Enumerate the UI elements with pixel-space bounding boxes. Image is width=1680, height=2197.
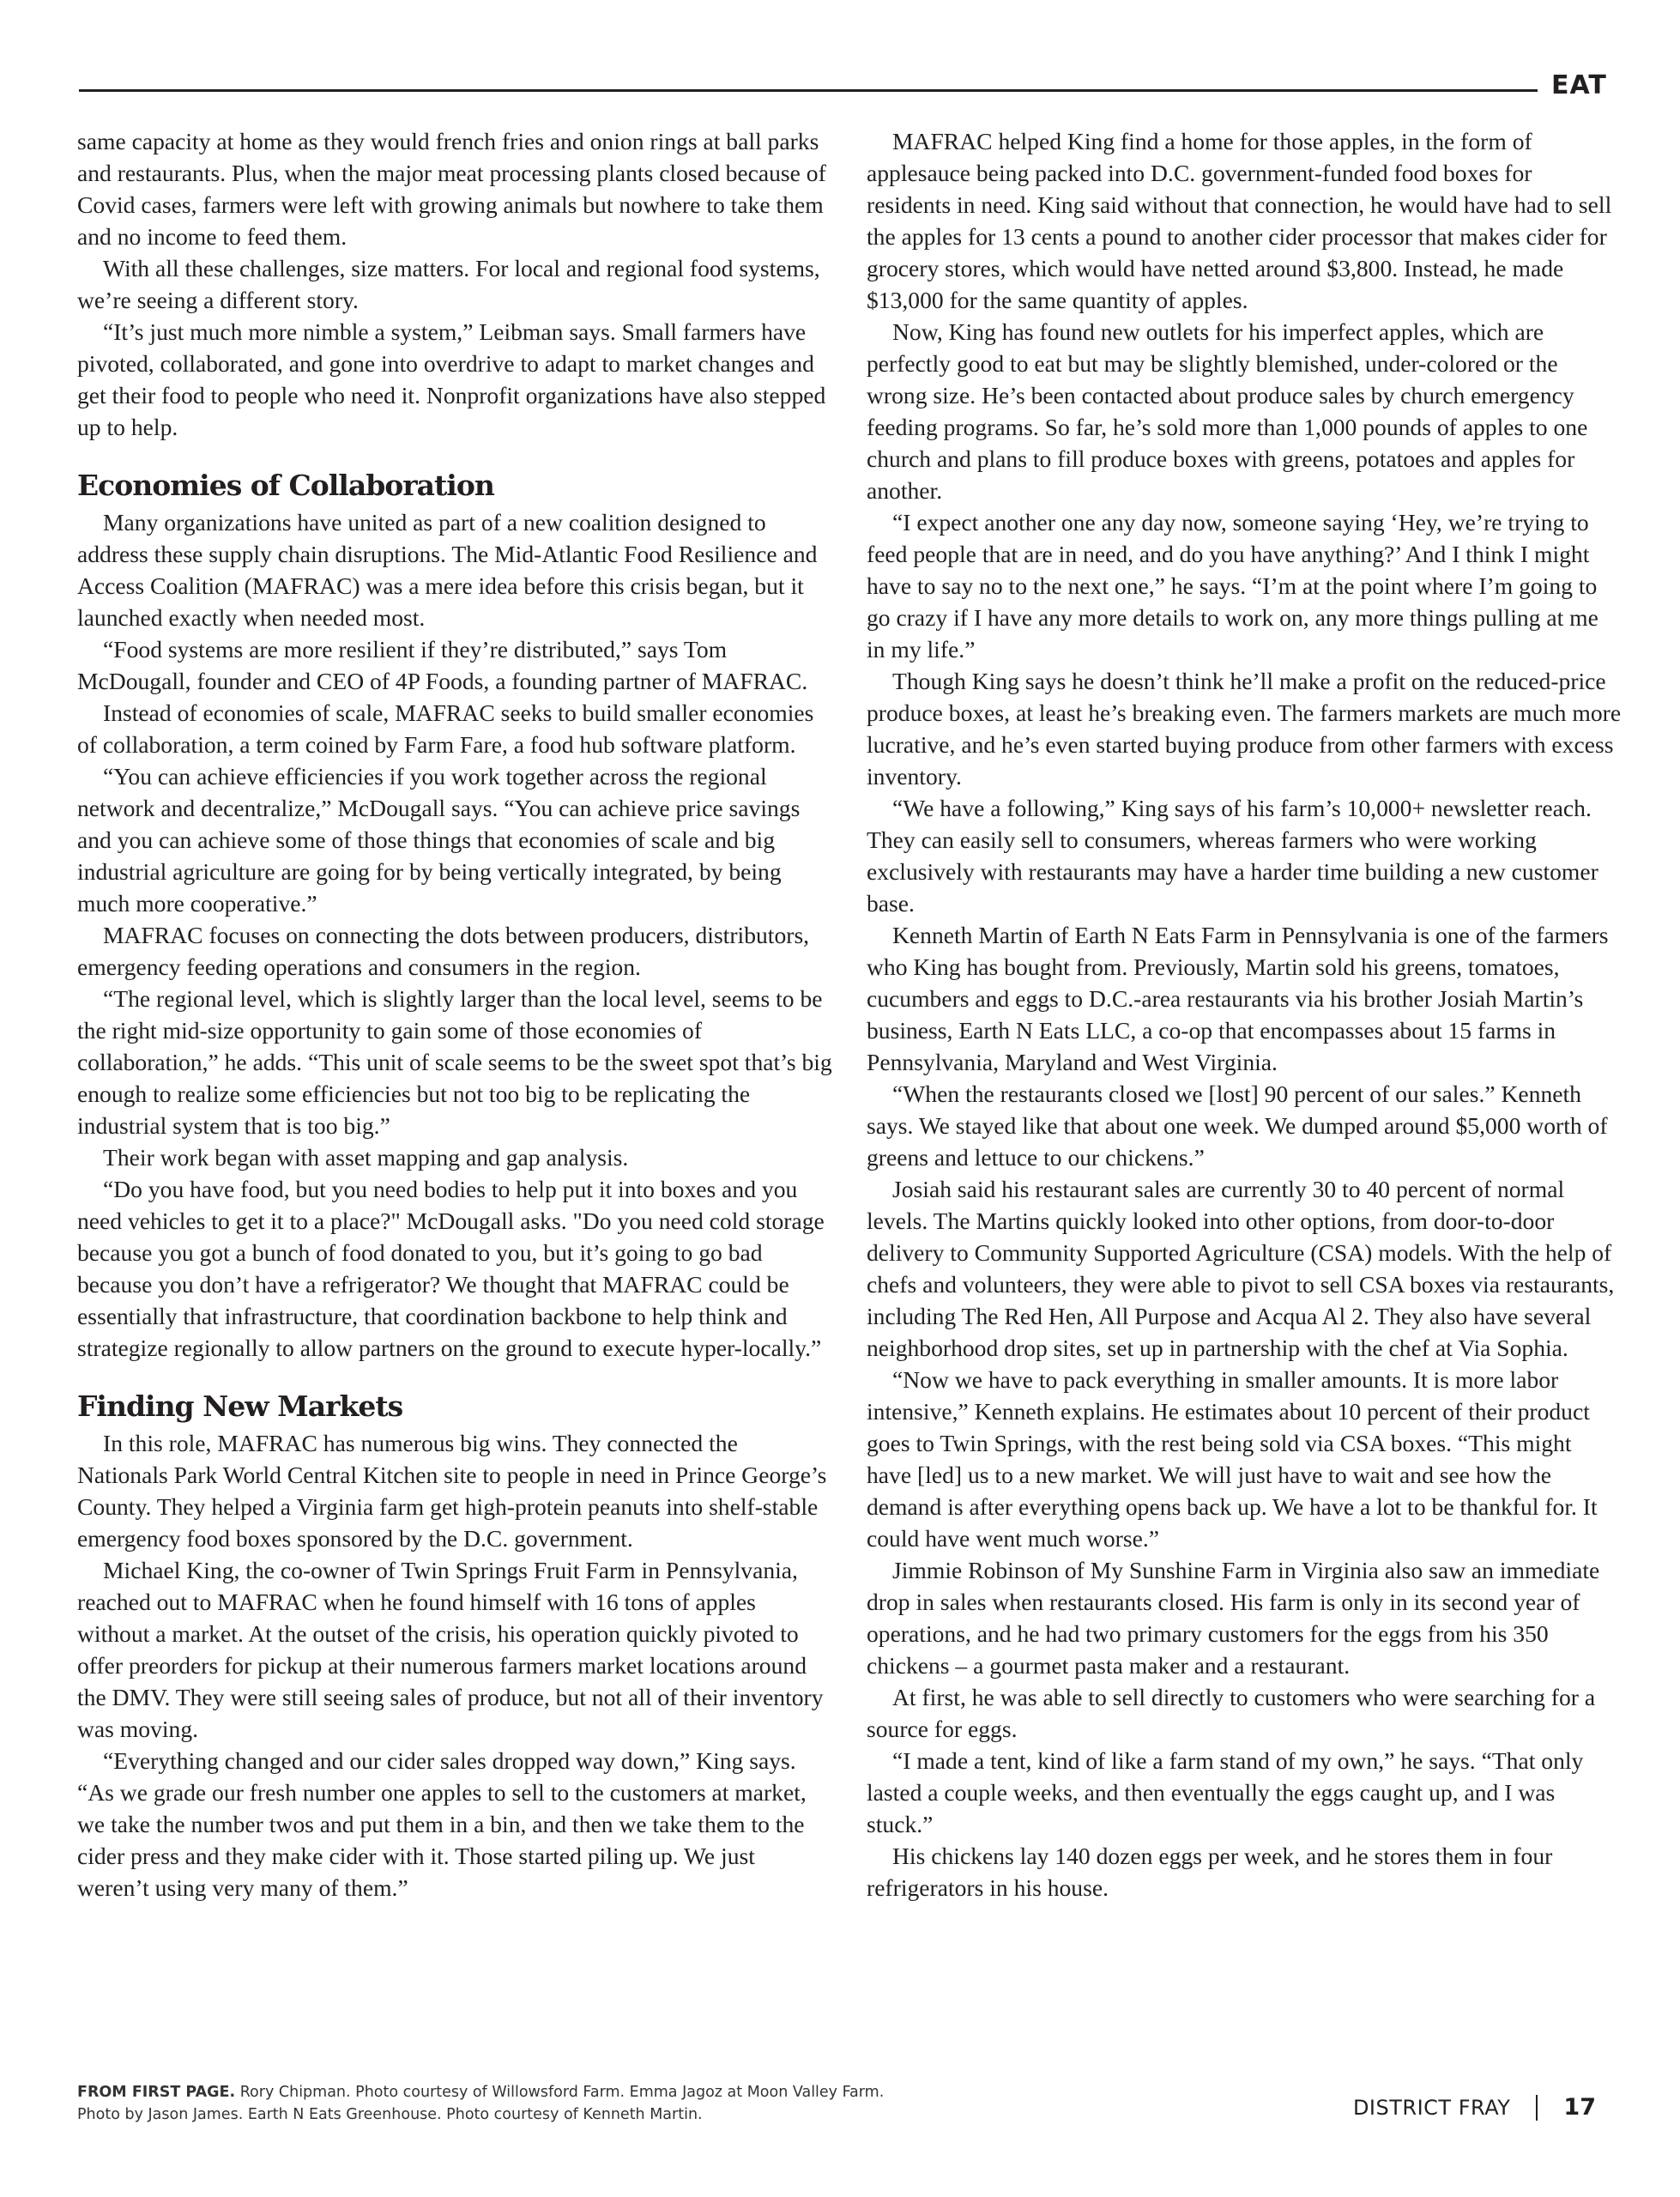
paragraph: Kenneth Martin of Earth N Eats Farm in Pennsylvania is one of the farmers who King has bought from. Previously, Martin sold his greens, tomatoes, cucumbers and eggs to D.C.-area restaurants via his brother Josiah Martin’s business, Earth N Eats LLC, a co-op that encompasses about 15 farms in Pennsylvania, Maryland and West Virginia. [867, 922, 1609, 1075]
paragraph: “The regional level, which is slightly larger than the local level, seems to be the right mid-size opportunity to gain some of those economies of collaboration,” he adds. “This unit of scale seems to be the sweet spot that’s big enough to realize some efficiencies but not too big to be replicating the industrial system that is too big.” [77, 985, 832, 1139]
paragraph: Though King says he doesn’t think he’ll make a profit on the reduced-price produce boxes, at least he’s breaking even. The farmers markets are much more lucrative, and he’s even started buying produce from other farmers with excess inventory. [867, 668, 1622, 790]
folio-separator [1536, 2095, 1538, 2121]
paragraph: His chickens lay 140 dozen eggs per week, and he stores them in four refrigerators in his house. [867, 1843, 1553, 1901]
paragraph: Instead of economies of scale, MAFRAC seeks to build smaller economies of collaboration, a term coined by Farm Fare, a food hub software platform. [77, 699, 814, 758]
paragraph: Many organizations have united as part of a new coalition designed to address these supply chain disruptions. The Mid-Atlantic Food Resilience and Access Coalition (MAFRAC) was a mere idea before this crisis began, but it launched exactly when needed most. [77, 509, 818, 631]
paragraph: At first, he was able to sell directly to customers who were searching for a source for eggs. [867, 1684, 1596, 1742]
paragraph: “It’s just much more nimble a system,” Leibman says. Small farmers have pivoted, collaborated, and gone into overdrive to adapt to market changes and get their food to people who need it. Nonprofit organizations have also stepped up to help. [77, 318, 826, 440]
paragraph: “We have a following,” King says of his farm’s 10,000+ newsletter reach. They can easily sell to consumers, whereas farmers who were working exclusively with restaurants may have a harder time building a new customer base. [867, 795, 1598, 917]
credits-lead: FROM FIRST PAGE. [77, 2084, 236, 2101]
paragraph: Josiah said his restaurant sales are currently 30 to 40 percent of normal levels. The Martins quickly looked into other options, from door-to-door delivery to Community Supported Agriculture (CSA) models. With the help of chefs and volunteers, they were able to pivot to sell CSA boxes via restaurants, including The Red Hen, All Purpose and Acqua Al 2. They also have several neighborhood drop sites, set up in partnership with the chef at Via Sophia. [867, 1176, 1615, 1361]
paragraph: Their work began with asset mapping and gap analysis. [103, 1144, 629, 1171]
paragraph: “Do you have food, but you need bodies to help put it into boxes and you need vehicles to get it to a place?" McDougall asks. "Do you need cold storage because you got a bunch of food donated to you, but it’s going to go bad because you don’t have a refrigerator? We thought that MAFRAC could be essentially that infrastructure, that coordination backbone to help think and strategize regionally to allow partners on the ground to execute hyper-locally.” [77, 1176, 825, 1361]
publication-name: DISTRICT FRAY [1352, 2095, 1511, 2120]
right-column [867, 125, 1622, 1903]
header-rule [79, 89, 1538, 92]
paragraph: “You can achieve efficiencies if you work together across the regional network and decentralize,” McDougall says. “You can achieve price savings and you can achieve some of those things that economies of scale and big industrial agriculture are going for by being vertically integrated, by being much more cooperative.” [77, 763, 801, 917]
subhead-finding-new-markets: Finding New Markets [77, 1389, 403, 1423]
paragraph: “Food systems are more resilient if they’re distributed,” says Tom McDougall, founder and CEO of 4P Foods, a founding partner of MAFRAC. [77, 636, 808, 694]
folio [1353, 2094, 1596, 2121]
credits-line-1: Rory Chipman. Photo courtesy of Willowsford Farm. Emma Jagoz at Moon Valley Farm. [235, 2084, 885, 2101]
paragraph: same capacity at home as they would french fries and onion rings at ball parks and restaurants. Plus, when the major meat processing plants closed because of Covid cases, farmers were left with growing animals but nowhere to take them and no income to feed them. [77, 128, 826, 250]
paragraph: Now, King has found new outlets for his imperfect apples, which are perfectly good to eat but may be slightly blemished, under-colored or the wrong size. He’s been contacted about produce sales by church emergency feeding programs. So far, he’s sold more than 1,000 pounds of apples to one church and plans to fill produce boxes with greens, potatoes and apples for another. [867, 318, 1588, 504]
paragraph: “I made a tent, kind of like a farm stand of my own,” he says. “That only lasted a couple weeks, and then eventually the eggs caught up, and I was stuck.” [867, 1747, 1584, 1837]
paragraph: MAFRAC focuses on connecting the dots between producers, distributors, emergency feeding operations and consumers in the region. [77, 922, 810, 980]
paragraph: Jimmie Robinson of My Sunshine Farm in Virginia also saw an immediate drop in sales when restaurants closed. His farm is only in its second year of operations, and he had two primary customers for the eggs from his 350 chickens – a gourmet pasta maker and a restaurant. [867, 1557, 1600, 1679]
subhead-economies-of-collaboration: Economies of Collaboration [77, 469, 494, 502]
paragraph: With all these challenges, size matters. For local and regional food systems, we’re seeing a different story. [77, 255, 820, 313]
left-column [77, 125, 832, 1903]
paragraph: MAFRAC helped King find a home for those apples, in the form of applesauce being packed into D.C. government-funded food boxes for residents in need. King said without that connection, he would have had to sell the apples for 13 cents a pound to another cider processor that makes cider for grocery stores, which would have netted around $3,800. Instead, he made $13,000 for the same quantity of apples. [867, 128, 1612, 313]
paragraph: “Now we have to pack everything in smaller amounts. It is more labor intensive,” Kenneth explains. He estimates about 10 percent of their product goes to Twin Springs, with the rest being sold via CSA boxes. “This might have [led] us to a new market. We will just have to wait and see how the demand is after everything opens back up. We have a lot to be thankful for. It could have went much worse.” [867, 1366, 1598, 1552]
page-number: 17 [1563, 2094, 1596, 2121]
paragraph: In this role, MAFRAC has numerous big wins. They connected the Nationals Park World Central Kitchen site to people in need in Prince George’s County. They helped a Virginia farm get high-protein peanuts into shelf-stable emergency food boxes sponsored by the D.C. government. [77, 1430, 827, 1552]
paragraph: “I expect another one any day now, someone saying ‘Hey, we’re trying to feed people that are in need, and do you have anything?’ And I think I might have to say no to the next one,” he says. “I’m at the point where I’m going to go crazy if I have any more details to work on, any more things pulling at me in my life.” [867, 509, 1598, 663]
paragraph: Michael King, the co-owner of Twin Springs Fruit Farm in Pennsylvania, reached out to MAFRAC when he found himself with 16 tons of apples without a market. At the outset of the crisis, his operation quickly pivoted to offer preorders for pickup at their numerous farmers market locations around the DMV. They were still seeing sales of produce, but not all of their inventory was moving. [77, 1557, 824, 1742]
photo-credits [77, 2081, 1107, 2126]
credits-line-2: Photo by Jason James. Earth N Eats Greenhouse. Photo courtesy of Kenneth Martin. [77, 2106, 703, 2123]
section-label: EAT [1551, 70, 1607, 100]
paragraph: “Everything changed and our cider sales dropped way down,” King says. “As we grade our fresh number one apples to sell to the customers at market, we take the number twos and put them in a bin, and then we take them to the cider press and they make cider with it. Those started piling up. We just weren’t using very many of them.” [77, 1747, 807, 1901]
paragraph: “When the restaurants closed we [lost] 90 percent of our sales.” Kenneth says. We stayed like that about one week. We dumped around $5,000 worth of greens and lettuce to our chickens.” [867, 1080, 1608, 1171]
